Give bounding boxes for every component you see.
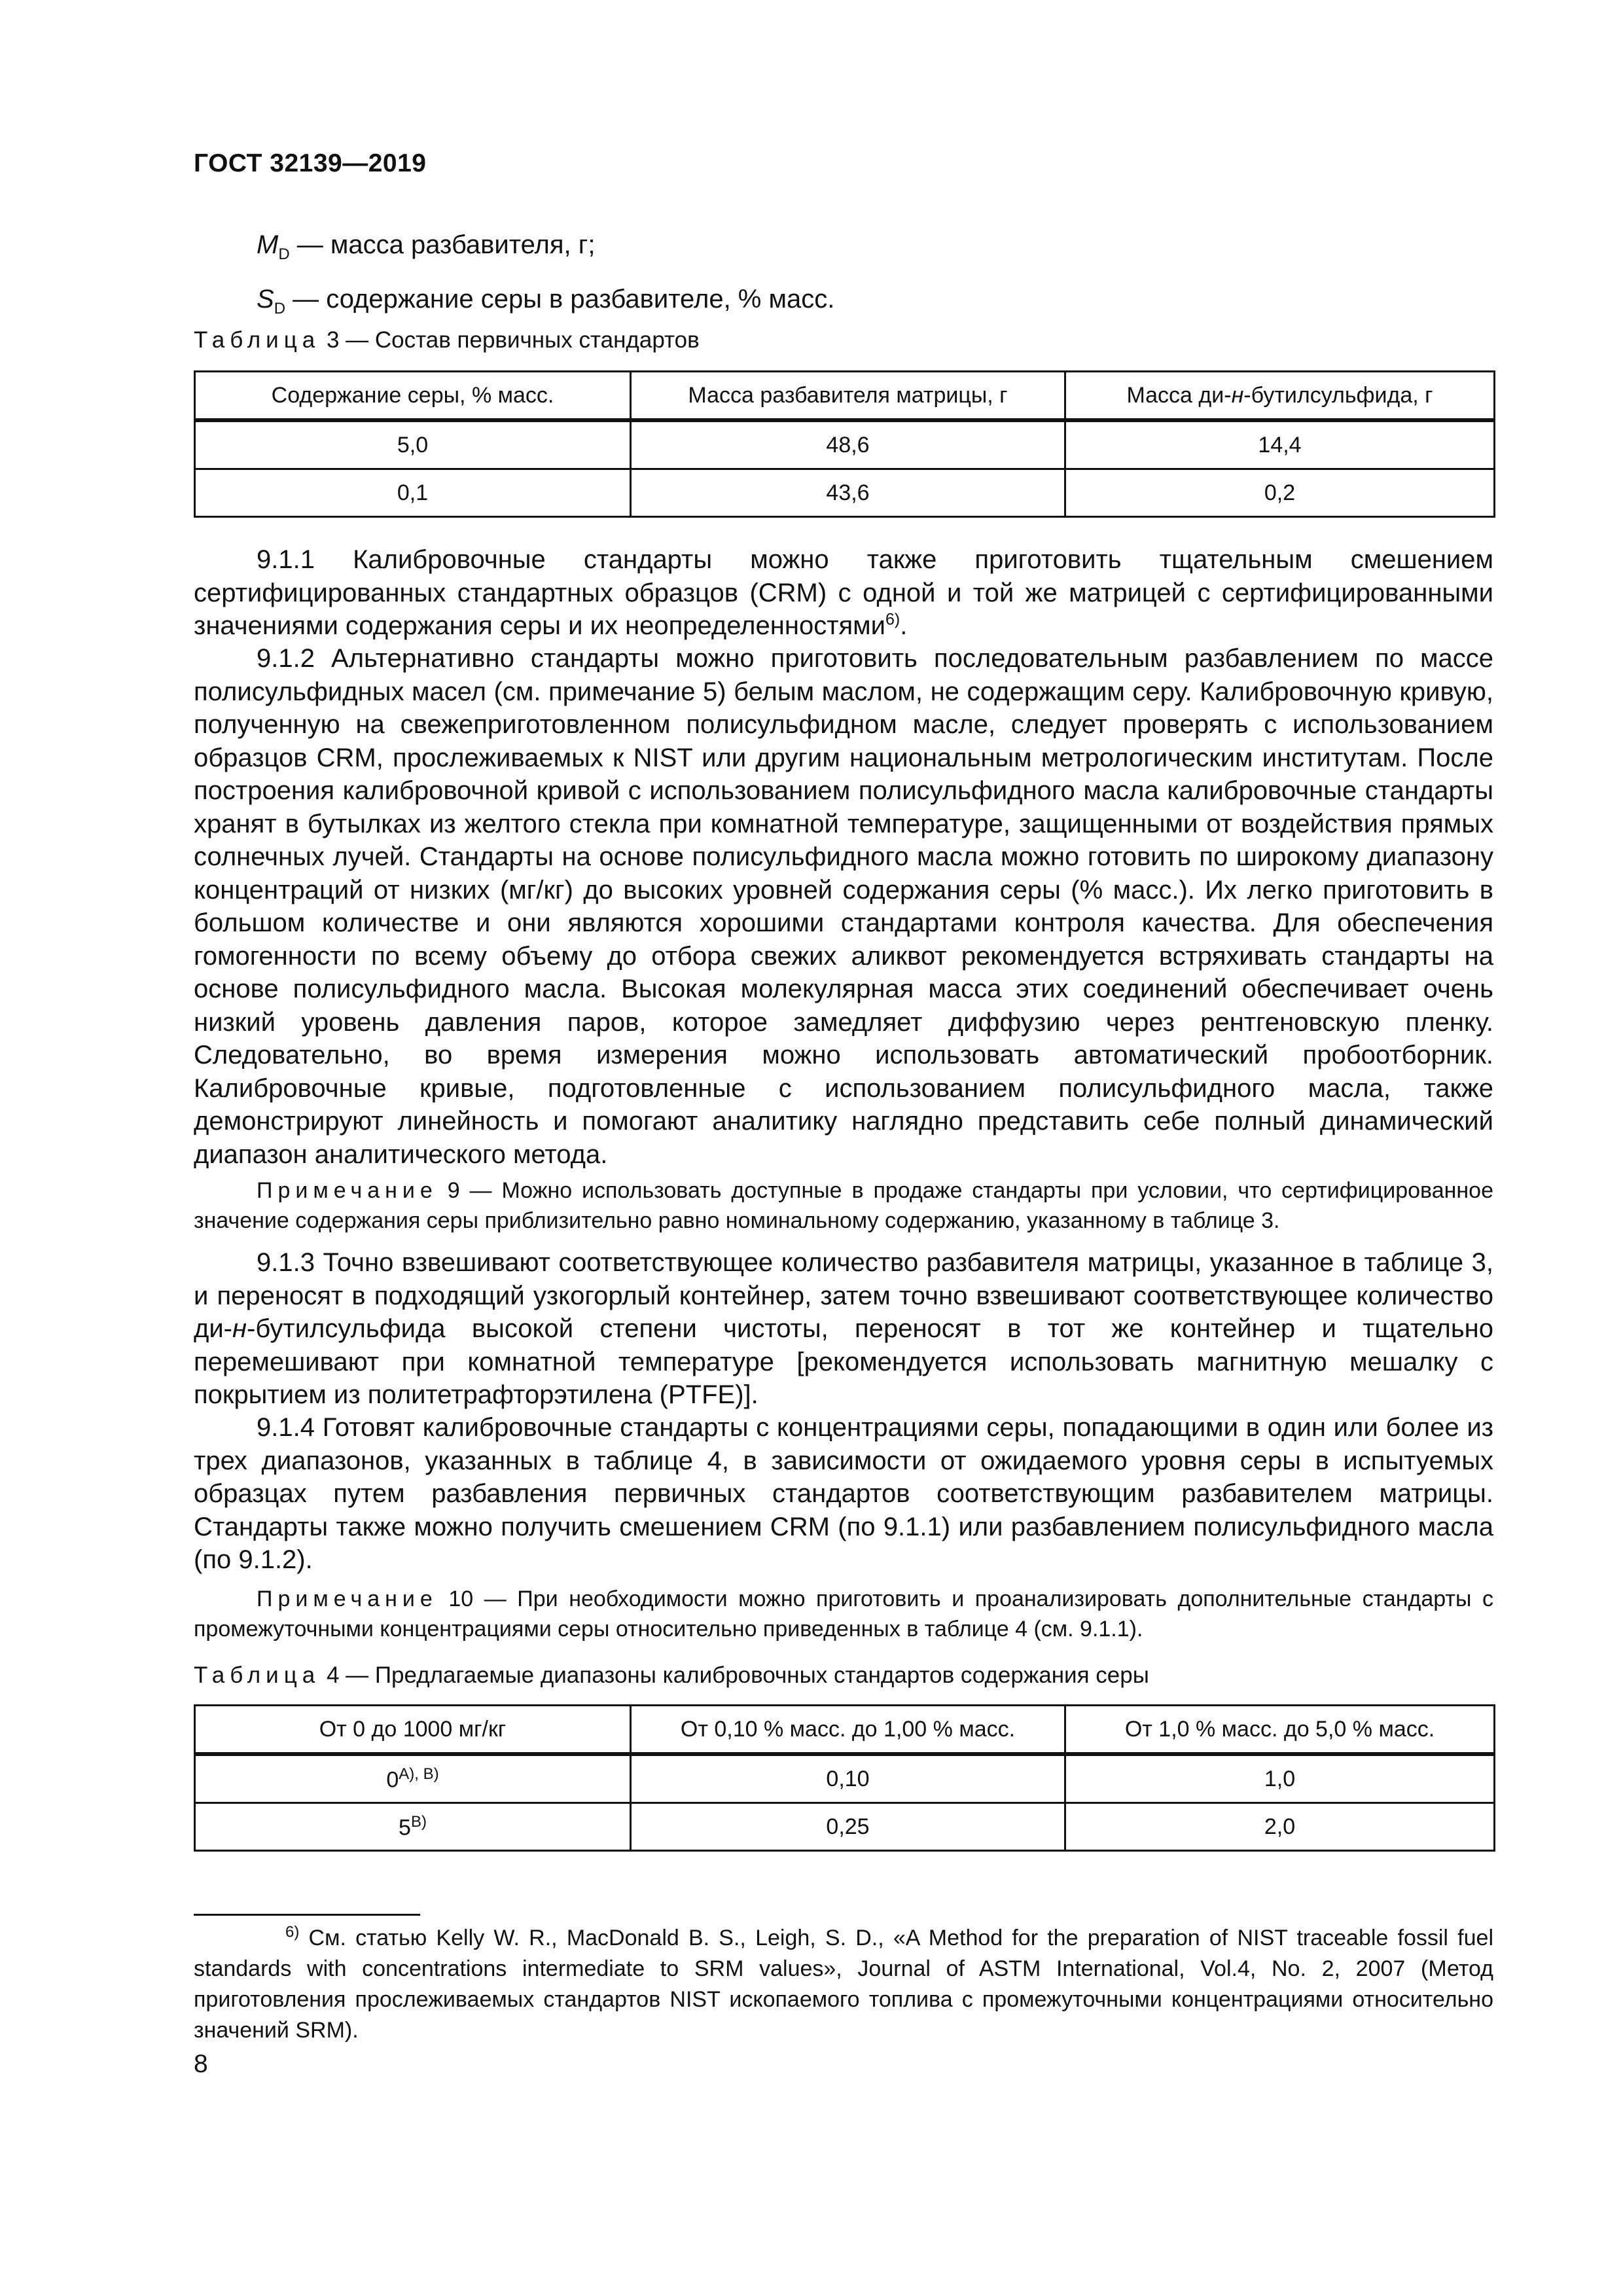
variable-definition (257, 223, 834, 277)
footnote-6: $^{6)}$ См. статью Kelly W. R., MacDonald B. S., Leigh, S. D., «A Method for the preparation of NIST traceable fossil fuel standards with concentrations intermediate to SRM values», Journal of ASTM International, Vol.4, No. 2, 2007 (Метод приготовления прослеживаемых стандартов NIST ископаемого топлива с промежуточными концентрациями относительно значений SRM). (194, 1923, 1493, 2043)
table-cell: $5^{B)}$ (195, 1803, 631, 1851)
table-row (195, 420, 1495, 469)
variable-text: — масса разбавителя, г; (289, 230, 596, 259)
paragraph-9-1-2: 9.1.2 Альтернативно стандарты можно приготовить последовательным разбавлением по массе полисульфидных масел (см. примечание 5) белым маслом, не содержащим серу. Калибровочную кривую, полученную на свежеприготовленном полисульфидном масле, следует проверять с использованием образцов CRM, прослеживаемых к NIST или другим национальным метрологическим институтам. После построения калибровочной кривой с использованием полисульфидного масла калибровочные стандарты хранят в бутылках из желтого стекла при комнатной температуре, защищенными от воздействия прямых солнечных лучей. Стандарты на основе полисульфидного масла можно готовить по широкому диапазону концентраций от низких (мг/кг) до высоких уровней содержания серы (% масс.). Их легко приготовить в большом количестве и они являются хорошими стандартами контроля качества. Для обеспечения гомогенности по всему объему до отбора свежих аликвот рекомендуется встряхивать стандарты на основе полисульфидного масла. Высокая молекулярная масса этих соединений обеспечивает очень низкий уровень давления паров, которое замедляет диффузию через рентгеновскую пленку. Следовательно, во время измерения можно использовать автоматический пробоотборник. Калибровочные кривые, подготовленные с использованием полисульфидного масла, также демонстрируют линейность и помогают аналитику наглядно представить себе полный динамический диапазон аналитического метода. (194, 644, 1493, 1169)
page-number: 8 (194, 2050, 208, 2078)
table-cell: 0,10 (631, 1754, 1065, 1803)
table3-caption: Таблица 3 — Состав первичных стандартов (194, 327, 700, 353)
table-cell: 0,1 (195, 469, 631, 517)
variable-text: — содержание серы в разбавителе, % масс. (285, 285, 835, 314)
paragraph-9-1-1: 9.1.1 Калибровочные стандарты можно также приготовить тщательным смешением сертифицированных стандартных образцов (CRM) с одной и той же матрицей с сертифицированными значениями содержания серы и их неопределенностями$^{6)}$. (194, 545, 1493, 640)
note-9: Примечание 9 — Можно использовать доступные в продаже стандарты при условии, что сертифицированное значение содержания серы приблизительно равно номинальному содержанию, указанному в таблице 3. (194, 1178, 1493, 1233)
table-header-cell: От 0 до 1000 мг/кг (195, 1706, 631, 1755)
document-header: ГОСТ 32139—2019 (194, 149, 427, 177)
variable-symbol: $M_D$ (257, 230, 290, 263)
table-cell: 43,6 (631, 469, 1065, 517)
table-cell: 14,4 (1065, 420, 1495, 469)
table-cell: 2,0 (1065, 1803, 1495, 1851)
variable-definitions (257, 223, 834, 331)
table-cell: 1,0 (1065, 1754, 1495, 1803)
table4 (194, 1704, 1495, 1852)
table-header-row (195, 372, 1495, 421)
note-10: Примечание 10 — При необходимости можно приготовить и проанализировать дополнительные стандарты с промежуточными концентрациями серы относительно приведенных в таблице 4 (см. 9.1.1). (194, 1587, 1493, 1641)
table-header-cell: От 1,0 % масс. до 5,0 % масс. (1065, 1706, 1495, 1755)
table-cell: 0,25 (631, 1803, 1065, 1851)
paragraph-9-1-4: 9.1.4 Готовят калибровочные стандарты с концентрациями серы, попадающими в один или более из трех диапазонов, указанных в таблице 4, в зависимости от ожидаемого уровня серы в испытуемых образцах путем разбавления первичных стандартов соответствующим разбавителем матрицы. Стандарты также можно получить смешением CRM (по 9.1.1) или разбавлением полисульфидного масла (по 9.1.2). (194, 1413, 1493, 1574)
table-header-cell: Масса ди-н-бутилсульфида, г (1065, 372, 1495, 421)
variable-symbol: $S_D$ (257, 285, 286, 317)
table-row (195, 469, 1495, 517)
table-cell: 5,0 (195, 420, 631, 469)
variable-definition (257, 277, 834, 331)
table-header-cell: Масса разбавителя матрицы, г (631, 372, 1065, 421)
table-header-cell: От 0,10 % масс. до 1,00 % масс. (631, 1706, 1065, 1755)
table-cell: $0^{A), B)}$ (195, 1754, 631, 1803)
table4-caption: Таблица 4 — Предлагаемые диапазоны калибровочных стандартов содержания серы (194, 1662, 1149, 1688)
table-row (195, 1803, 1495, 1851)
paragraph-9-1-3: 9.1.3 Точно взвешивают соответствующее количество разбавителя матрицы, указанное в таблице 3, и переносят в подходящий узкогорлый контейнер, затем точно взвешивают соответствующее количество ди-н-бутилсульфида высокой степени чистоты, переносят в тот же контейнер и тщательно перемешивают при комнатной температуре [рекомендуется использовать магнитную мешалку с покрытием из политетрафторэтилена (PTFE)]. (194, 1248, 1493, 1409)
table-row (195, 1754, 1495, 1803)
table-cell: 48,6 (631, 420, 1065, 469)
table-cell: 0,2 (1065, 469, 1495, 517)
table3 (194, 370, 1495, 518)
footnote-divider (194, 1914, 420, 1916)
table-header-cell: Содержание серы, % масс. (195, 372, 631, 421)
table-header-row (195, 1706, 1495, 1755)
